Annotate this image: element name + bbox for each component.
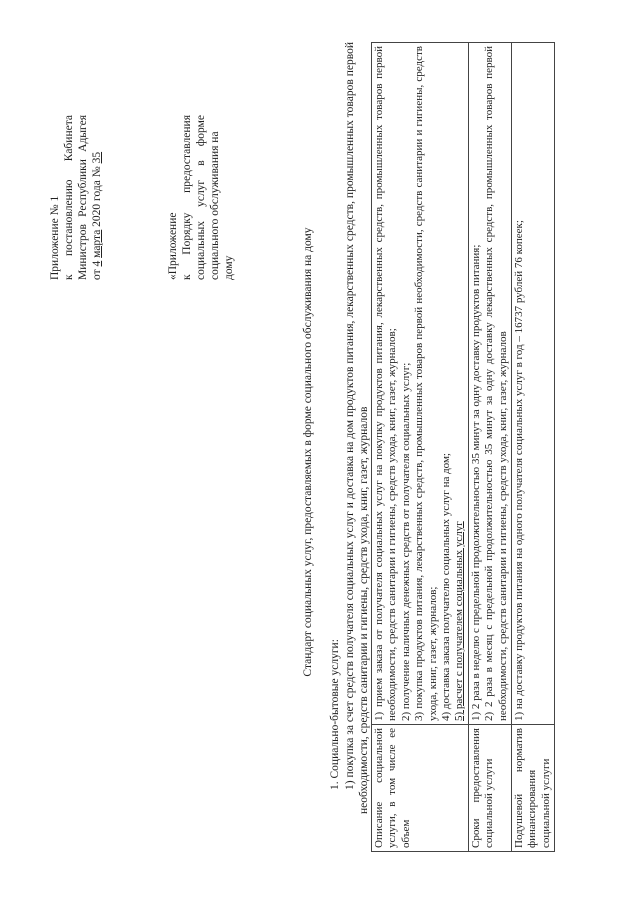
- intro-paragraph: 1) покупка за счет средств получателя социальных услуг и доставка на дом продуктов питания, лекарственных средств, промышленных товаров первой необходимости, средств санитарии и гигиены, средств ухода, книг, газет, журналов: [344, 42, 370, 814]
- row-content: 1) на доставку продуктов питания на одного получателя социальных услуг в год – 16737 рублей 76 копеек;: [512, 43, 555, 725]
- table-row: [512, 43, 555, 852]
- table-row: [468, 43, 511, 852]
- appendix-date-line: от 4 марта 2020 года № 35: [91, 151, 103, 280]
- row-content: 1) 2 раза в неделю с предельной продолжительностью 35 минут за одну доставку продуктов питания; 2) 2 раза в месяц с предельной продолжительностью 35 минут за одну доставку лекарственных средств, промышленных товаров первой необходимости, средств санитарии и гигиены, средств ухода, книг, газет, журналов: [468, 43, 511, 725]
- appendix-reference: «Приложение к Порядку предоставления социальных услуг в форме социального обслуживания на дому: [167, 115, 235, 280]
- row-label: Описание социальной услуги, в том числе ее объем: [372, 725, 469, 852]
- service-standard-table: [371, 42, 555, 852]
- row-content: 1) прием заказа от получателя социальных услуг на покупку продуктов питания, лекарственных средств, промышленных товаров первой необходимости, средств санитарии и гигиены, средств ухода, книг, газет, журналов; 2) получение наличных денежных средств от получателя социальных услуг; 3) покупка продуктов питания, лекарственных средств, промышленных товаров первой необходимости, средств санитарии и гигиены, средств ухода, книг, газет, журналов; 4) доставка заказа получателю социальных услуг на дом; 5) расчет с получателем социальных услуг: [372, 43, 469, 725]
- document-title: Стандарт социальных услуг, предоставляемых в форме социального обслуживания на дому: [302, 227, 314, 677]
- appendix-header: Приложение № 1 к постановлению Кабинета Министров Республики Адыгея от 4 марта 2020 года № 35: [49, 115, 103, 280]
- table-row: [372, 43, 469, 852]
- row-label: Сроки предоставления социальной услуги: [468, 725, 511, 852]
- appendix-number: Приложение № 1: [49, 195, 61, 280]
- section-heading: 1. Социально-бытовые услуги:: [329, 639, 341, 790]
- rotated-sheet: [40, 42, 600, 862]
- row-label: Подушевой норматив финансирования социальной услуги: [512, 725, 555, 852]
